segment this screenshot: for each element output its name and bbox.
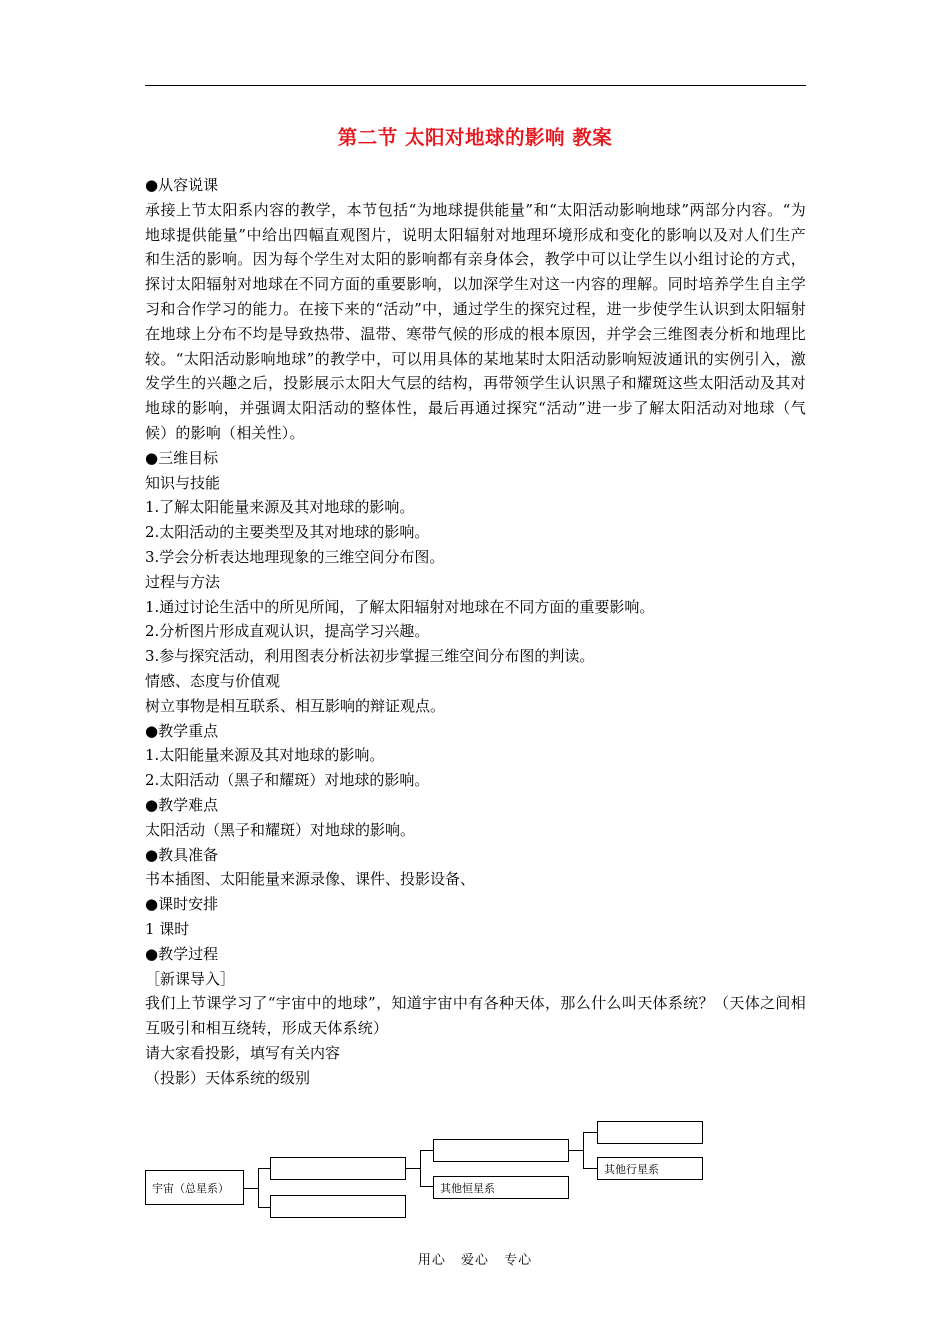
- subheading: 知识与技能: [145, 473, 221, 492]
- list-item: 2.太阳活动的主要类型及其对地球的影响。: [145, 523, 430, 542]
- subheading: ［新课导入］: [145, 969, 236, 988]
- connector: [583, 1132, 584, 1169]
- connector: [258, 1168, 270, 1169]
- paragraph-intro: 承接上节太阳系内容的教学，本节包括“为地球提供能量”和“太阳活动影响地球”两部分内容。“为地球提供能量”中给出四幅直观图片，说明太阳辐射对地理环境形成和变化的影响以及对人们生产和生活的影响。因为每个学生对太阳的影响都有亲身体会，教学中可以让学生以小组讨论的方式，探讨太阳辐射对地球在不同方面的重要影响，以加深学生对这一内容的理解。同时培养学生自主学习和合作学习的能力。在接下来的“活动”中，通过学生的探究过程，进一步使学生认识到太阳辐射在地球上分布不均是导致热带、温带、寒带气候的形成的根本原因，并学会三维图表分析和地理比较。“太阳活动影响地球”的教学中，可以用具体的某地某时太阳活动影响短波通讯的实例引入，激发学生的兴趣之后，投影展示太阳大气层的结构，再带领学生认识黑子和耀斑这些太阳活动及其对地球的影响，并强调太阳活动的整体性，最后再通过探究“活动”进一步了解太阳活动对地球（气候）的影响（相关性）。: [145, 200, 806, 442]
- list-item: 2.分析图片形成直观认识，提高学习兴趣。: [145, 622, 430, 641]
- list-item: 1.通过讨论生活中的所见所闻，了解太阳辐射对地球在不同方面的重要影响。: [145, 597, 655, 616]
- diagram-label: 其他恒星系: [440, 1181, 495, 1195]
- section-heading: ●教学难点: [145, 795, 219, 814]
- section-heading: ●三维目标: [145, 448, 219, 467]
- diagram-box-other-planets: [597, 1157, 703, 1180]
- subheading: 情感、态度与价值观: [145, 671, 281, 690]
- connector: [244, 1188, 258, 1189]
- section-heading: ●教学过程: [145, 944, 219, 963]
- paragraph: 我们上节课学习了“宇宙中的地球”，知道宇宙中有各种天体，那么什么叫天体系统？（天体之间相互吸引和相互绕转，形成天体系统）: [145, 994, 806, 1038]
- subheading: 过程与方法: [145, 572, 221, 591]
- paragraph: （投影）天体系统的级别: [145, 1068, 311, 1087]
- diagram-label: 其他行星系: [604, 1162, 659, 1176]
- list-item: 太阳活动（黑子和耀斑）对地球的影响。: [145, 820, 416, 839]
- section-heading: ●从容说课: [145, 176, 219, 194]
- list-item: 3.参与探究活动，利用图表分析法初步掌握三维空间分布图的判读。: [145, 647, 595, 666]
- connector: [420, 1150, 421, 1187]
- page-footer: 用心 爱心 专心: [417, 1253, 533, 1268]
- diagram-box-blank: [433, 1139, 569, 1162]
- diagram-box-blank: [270, 1195, 406, 1218]
- diagram-box-root: [145, 1170, 244, 1205]
- connector: [583, 1168, 597, 1169]
- list-item: 1.了解太阳能量来源及其对地球的影响。: [145, 498, 415, 517]
- list-item: 1 课时: [145, 919, 190, 938]
- list-item: 书本插图、太阳能量来源录像、课件、投影设备、: [145, 870, 476, 889]
- connector: [258, 1168, 259, 1208]
- diagram-label: 宇宙（总星系）: [152, 1181, 229, 1195]
- document-body: [145, 173, 806, 1090]
- list-item: 3.学会分析表达地理现象的三维空间分布图。: [145, 547, 445, 566]
- connector: [406, 1168, 420, 1169]
- document-title: 第二节 太阳对地球的影响 教案: [337, 126, 613, 149]
- section-heading: ●教学重点: [145, 721, 219, 740]
- diagram-box-blank: [270, 1157, 406, 1180]
- connector: [569, 1150, 583, 1151]
- connector: [420, 1186, 433, 1187]
- list-item: 1.太阳能量来源及其对地球的影响。: [145, 746, 385, 765]
- paragraph: 请大家看投影，填写有关内容: [145, 1043, 341, 1062]
- section-heading: ●课时安排: [145, 895, 219, 914]
- diagram-box-other-stars: [433, 1176, 569, 1199]
- section-heading: ●教具准备: [145, 845, 219, 864]
- connector: [583, 1132, 597, 1133]
- header-rule: [145, 85, 806, 86]
- list-item: 2.太阳活动（黑子和耀斑）对地球的影响。: [145, 771, 430, 790]
- diagram-box-blank: [597, 1121, 703, 1144]
- connector: [258, 1207, 270, 1208]
- connector: [420, 1150, 433, 1151]
- list-item: 树立事物是相互联系、相互影响的辩证观点。: [145, 696, 446, 715]
